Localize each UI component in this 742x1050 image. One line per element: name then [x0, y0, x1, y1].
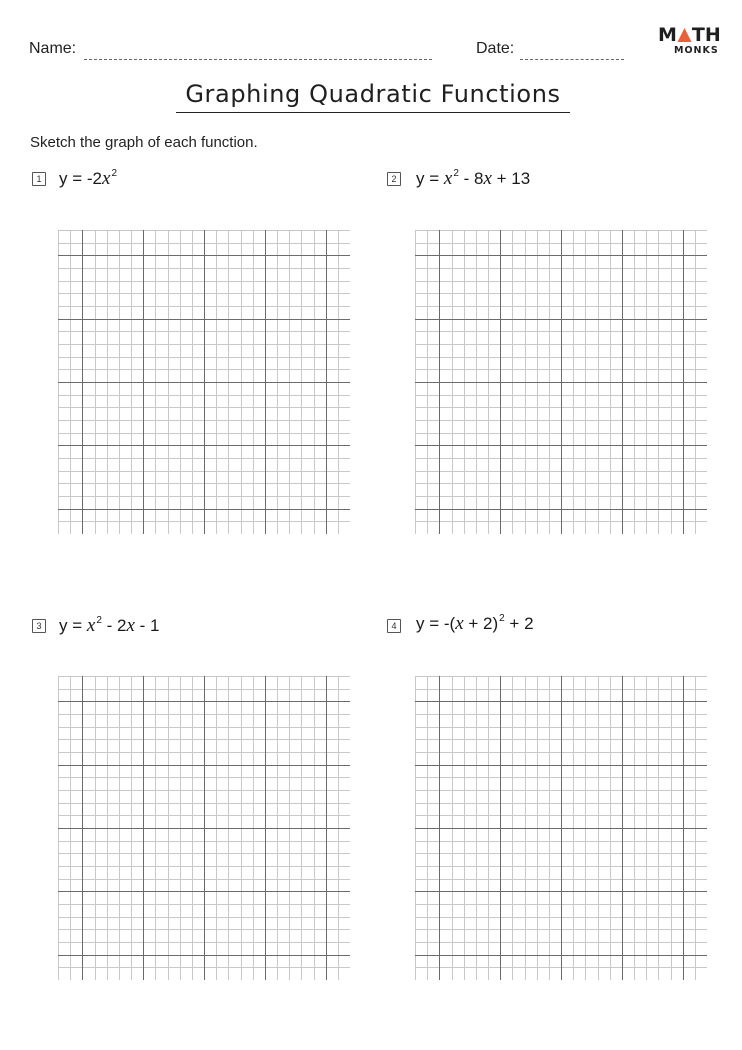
graph-grid-1[interactable] — [58, 230, 350, 534]
equation-2: $y = x^2 - 8x + 13$ — [416, 168, 531, 189]
equation-1: $y = -2x^2$ — [59, 168, 117, 189]
date-label: Date: — [476, 40, 515, 57]
name-field[interactable] — [84, 59, 432, 60]
graph-grid-2[interactable] — [415, 230, 707, 534]
problem-number-3: 3 — [32, 619, 46, 633]
graph-grid-3[interactable] — [58, 676, 350, 980]
equation-3: $y = x^2 - 2x - 1$ — [59, 615, 160, 636]
logo-monks: MONKS — [674, 45, 719, 56]
problem-number-4: 4 — [387, 619, 401, 633]
graph-grid-4[interactable] — [415, 676, 707, 980]
equation-4: $y = -(x + 2)^2 + 2$ — [416, 613, 534, 634]
problem-number-1: 1 — [32, 172, 46, 186]
instructions: Sketch the graph of each function. — [30, 134, 258, 151]
problem-number-2: 2 — [387, 172, 401, 186]
logo-th: TH — [691, 24, 721, 46]
name-label: Name: — [29, 40, 77, 57]
date-field[interactable] — [520, 59, 624, 60]
math-monks-logo — [658, 26, 720, 60]
logo-triangle-icon — [677, 26, 692, 45]
logo-m: M — [658, 24, 677, 46]
page-title: Graphing Quadratic Functions — [185, 80, 561, 108]
title-underline — [176, 112, 570, 113]
